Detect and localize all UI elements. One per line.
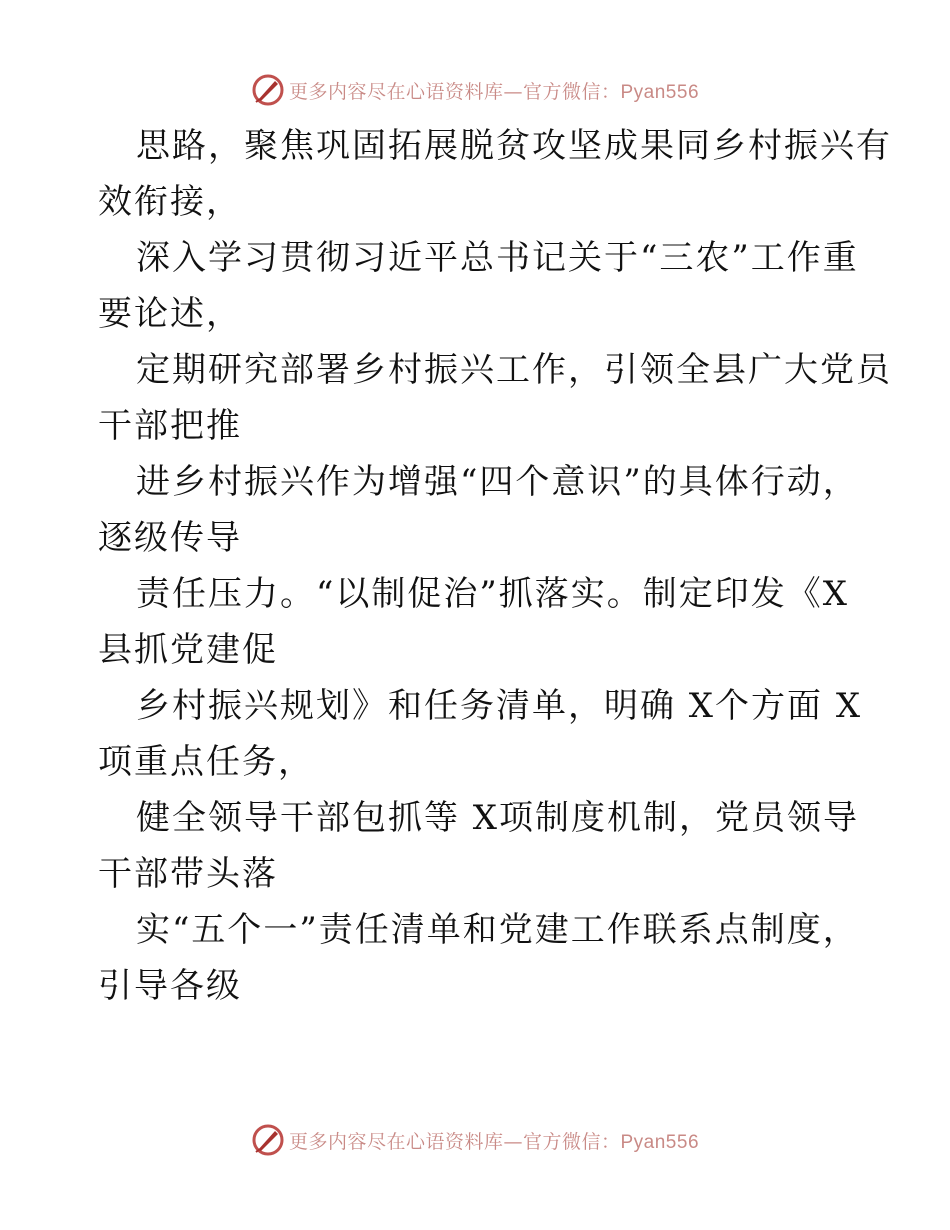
watermark-text: 更多内容尽在心语资料库—官方微信： — [288, 1130, 621, 1153]
text-line: 逐级传导 — [98, 518, 242, 558]
text-line: 乡村振兴规划》和任务清单，明确 X个方面 X — [136, 686, 863, 726]
text-line: 效衔接， — [98, 182, 242, 222]
text-line: 干部把推 — [98, 406, 242, 446]
text-line: 责任压力。“以制促治”抓落实。制定印发《X — [136, 574, 849, 614]
text-line: 干部带头落 — [98, 854, 278, 894]
document-body — [98, 118, 892, 1014]
text-line: 定期研究部署乡村振兴工作，引领全县广大党员 — [136, 350, 892, 390]
text-line: 县抓党建促 — [98, 630, 278, 670]
quill-logo-icon — [251, 73, 285, 107]
watermark-id: Pyan556 — [620, 81, 700, 103]
watermark-id: Pyan556 — [620, 1131, 700, 1153]
text-line: 深入学习贯彻习近平总书记关于“三农”工作重 — [136, 238, 859, 278]
text-line: 健全领导干部包抓等 X项制度机制，党员领导 — [136, 798, 860, 838]
watermark-text: 更多内容尽在心语资料库—官方微信： — [288, 80, 621, 103]
footer-watermark — [0, 1118, 950, 1162]
text-line: 项重点任务， — [98, 742, 314, 782]
text-line: 引导各级 — [98, 966, 242, 1006]
header-watermark — [0, 68, 950, 112]
text-line: 要论述， — [98, 294, 242, 334]
text-line: 实“五个一”责任清单和党建工作联系点制度， — [136, 910, 859, 950]
text-line: 进乡村振兴作为增强“四个意识”的具体行动， — [136, 462, 859, 502]
text-line: 思路，聚焦巩固拓展脱贫攻坚成果同乡村振兴有 — [136, 126, 892, 166]
quill-logo-icon — [251, 1123, 285, 1157]
